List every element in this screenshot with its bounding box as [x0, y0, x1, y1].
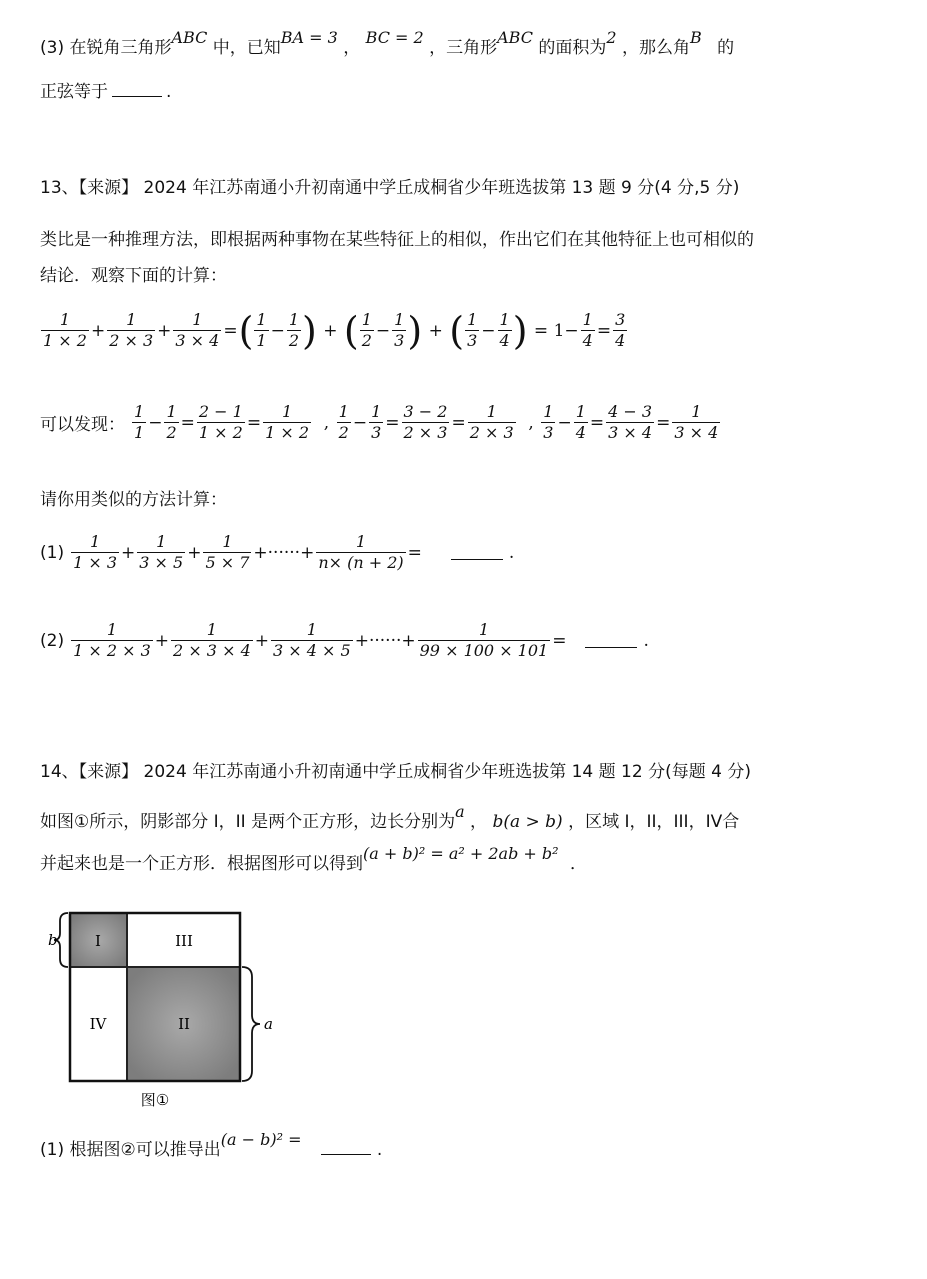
brace-a	[242, 967, 260, 1081]
q13-intro-2: 结论．观察下面的计算：	[40, 266, 227, 286]
q14-line1	[40, 802, 740, 834]
q12-3-label: (3) 在锐角三角形	[40, 38, 172, 58]
figure-caption: 图①	[140, 1091, 170, 1109]
label-region-III: III	[175, 932, 193, 950]
answer-blank[interactable]	[321, 1140, 371, 1155]
q13-ask: 请你用类似的方法计算：	[40, 490, 227, 510]
q12-3-line2-text: 正弦等于	[40, 82, 108, 102]
q14-line1-a: 如图①所示，阴影部分 I，II 是两个正方形，边长分别为	[40, 812, 456, 832]
q13-part-1: (1) $\frac{1}{1 \times 3}$ + $\frac{1}{3 \times 5}$ + $\frac{1}{5 \times 7}$ +······+ $\frac{1}{n\times (n + 2)}$ = .	[40, 532, 515, 572]
label-region-II: II	[178, 1015, 190, 1033]
q14-b-cond: b(a > b)	[492, 812, 563, 832]
q14-header: 14、【来源】 2024 年江苏南通小升初南通中学丘成桐省少年班选拔第 14 题 12 分(每题 4 分)	[40, 762, 751, 782]
figure-1	[40, 905, 300, 1120]
answer-blank[interactable]	[112, 82, 162, 97]
square-diagram	[40, 905, 300, 1120]
label-side-b: b	[48, 931, 58, 949]
answer-blank[interactable]	[451, 545, 503, 560]
label-side-a: a	[264, 1015, 273, 1033]
q13-part-2: (2) $\frac{1}{1 \times 2 \times 3}$ + $\frac{1}{2 \times 3 \times 4}$ + $\frac{1}{3 \times 4 \times 5}$ +······+ $\frac{1}{99 \times 100 \times 101}$ = .	[40, 620, 649, 660]
q12-3-ba: BA = 3	[280, 28, 338, 47]
q12-3-bc: BC = 2	[365, 28, 424, 47]
q14-line2-end: ．	[569, 854, 587, 874]
q14-sep: ，	[470, 812, 488, 832]
q12-3-area-val: 2	[606, 28, 617, 47]
label-region-IV: IV	[89, 1015, 107, 1033]
q13-p1-label: (1)	[40, 542, 65, 563]
q12-3-sep1: ，	[343, 38, 361, 58]
q12-3-zhong: 中，已知	[212, 38, 281, 58]
discover-label: 可以发现：	[40, 415, 125, 435]
q14-part-1	[40, 1130, 383, 1162]
q14-formula: (a + b)² = a² + 2ab + b²	[363, 844, 559, 863]
q14-line2-a: 并起来也是一个正方形．根据图形可以得到	[40, 854, 363, 874]
q14-p1-text: (1) 根据图②可以推导出	[40, 1140, 221, 1160]
q12-3-sep2: ，三角形	[429, 38, 498, 58]
q13-intro-1: 类比是一种推理方法，即根据两种事物在某些特征上的相似，作出它们在其他特征上也可相似的	[40, 230, 754, 250]
q14-line2	[40, 844, 587, 876]
q12-3-line2	[40, 80, 171, 104]
label-region-I: I	[95, 932, 101, 950]
q14-p1-formula: (a − b)² =	[220, 1130, 302, 1149]
period: .	[508, 542, 515, 563]
period: .	[166, 82, 172, 102]
q13-p2-label: (2)	[40, 630, 65, 651]
q12-3-area-text: 的面积为	[538, 38, 607, 58]
q13-example-equation: $\frac{1}{1 \times 2}$ + $\frac{1}{2 \times 3}$ + $\frac{1}{3 \times 4}$ = ( $\frac{1}{1}$ − $\frac{1}{2}$ ) + ( $\frac{1}{2}$ − $\frac{1}{3}$ ) + ( $\frac{1}{3}$ − $\frac{1}{4}$ ) = 1− $\frac{1}{4}$ = $\frac{3}{4}$	[43, 308, 626, 353]
triangle-abc-2: ABC	[497, 28, 533, 47]
q12-3-angle-text: ，那么角	[621, 38, 690, 58]
q13-header: 13、【来源】 2024 年江苏南通小升初南通中学丘成桐省少年班选拔第 13 题 9 分(4 分,5 分)	[40, 178, 740, 198]
q13-discovery: 可以发现： $\frac{1}{1}$ − $\frac{1}{2}$ = $\frac{2 - 1}{1 \times 2}$ = $\frac{1}{1 \times 2}$ , $\frac{1}{2}$ − $\frac{1}{3}$ = $\frac{3 - 2}{2 \times 3}$ = $\frac{1}{2 \times 3}$ , $\frac{1}{3}$ − $\frac{1}{4}$ = $\frac{4 - 3}{3 \times 4}$ = $\frac{1}{3 \times 4}$	[40, 402, 719, 442]
q14-a: a	[455, 802, 465, 821]
q12-3-line1	[40, 28, 735, 60]
period: .	[376, 1140, 383, 1160]
q12-3-de: 的	[717, 38, 735, 58]
triangle-abc-1: ABC	[171, 28, 208, 47]
q12-3-angle-b: B	[689, 28, 702, 47]
answer-blank[interactable]	[585, 633, 637, 648]
q14-line1-b: ，区域 I，II，III，IV合	[568, 812, 740, 832]
period: .	[643, 630, 649, 651]
